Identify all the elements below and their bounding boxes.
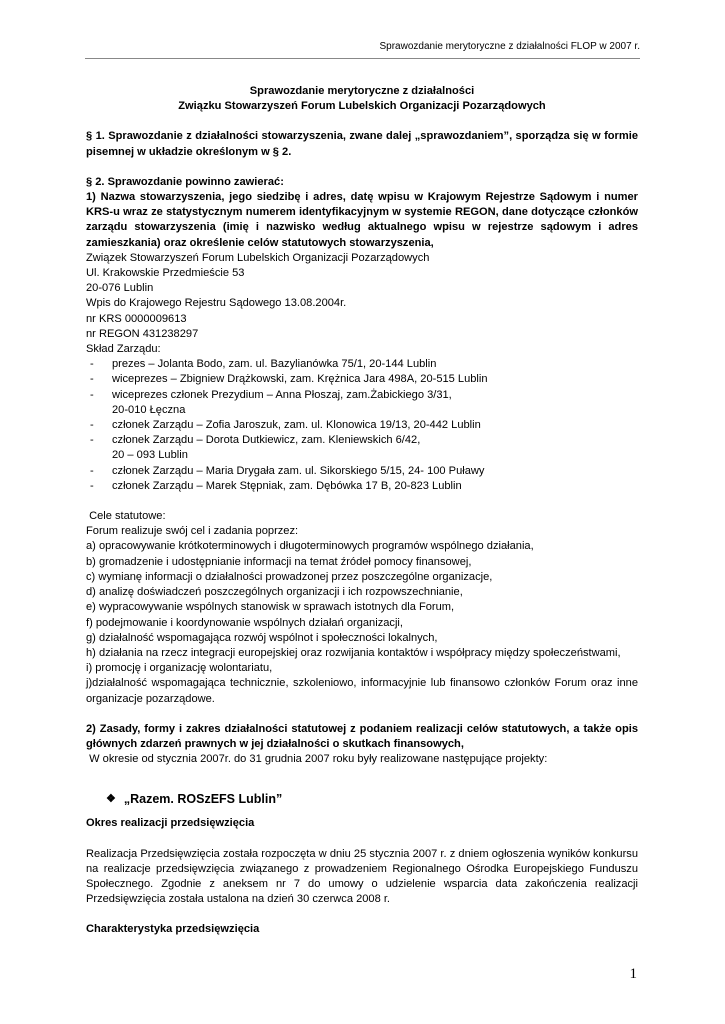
project-title-row: [106, 790, 638, 808]
org-krs: nr KRS 0000009613: [86, 312, 187, 325]
board-member-text: członek Zarządu – Zofia Jaroszuk, zam. ul. Klonowica 19/13, 20-442 Lublin: [112, 419, 481, 432]
board-member-address-cont: 20-010 Łęczna: [112, 403, 186, 416]
board-member-text: członek Zarządu – Marek Stępniak, zam. Dębówka 17 B, 20-823 Lublin: [112, 479, 462, 492]
page-number: 1: [629, 966, 637, 982]
board-member: - wiceprezes – Zbigniew Drążkowski, zam. Krężnica Jara 498A, 20-515 Lublin: [90, 373, 488, 386]
org-regon: nr REGON 431238297: [86, 327, 199, 340]
section-1-paragraph: § 1. Sprawozdanie z działalności stowarzyszenia, zwane dalej „sprawozdaniem”, sporządza się w formie pisemnej w układzie określonym w § 2.: [86, 130, 638, 158]
running-header: Sprawozdanie merytoryczne z działalności FLOP w 2007 r.: [379, 41, 640, 52]
point-2-period: W okresie od stycznia 2007r. do 31 grudnia 2007 roku były realizowane następujące projekty:: [86, 753, 548, 766]
board-member-text: członek Zarządu – Dorota Dutkiewicz, zam. Kleniewskich 6/42,: [112, 434, 421, 447]
project-characteristics-heading: Charakterystyka przedsięwzięcia: [86, 923, 260, 936]
goal-item: d) analizę doświadczeń poszczególnych organizacji i ich rozpowszechnianie,: [86, 586, 463, 599]
goal-item: i) promocję i organizację wolontariatu,: [86, 662, 273, 675]
project-period-heading: Okres realizacji przedsięwzięcia: [86, 817, 255, 830]
goal-item: j)działalność wspomagająca technicznie, szkoleniowo, informacyjnie lub finansowo członków Forum oraz inne organizacje pozarządowe.: [86, 677, 638, 705]
board-member-text: członek Zarządu – Maria Drygała zam. ul. Sikorskiego 5/15, 24- 100 Puławy: [112, 464, 485, 477]
org-city: 20-076 Lublin: [86, 282, 154, 295]
board-member: - członek Zarządu – Dorota Dutkiewicz, zam. Kleniewskich 6/42, 20 – 093 Lublin: [90, 434, 421, 462]
board-member-address-cont: 20 – 093 Lublin: [112, 449, 188, 462]
board-label: Skład Zarządu:: [86, 343, 161, 356]
board-member: - członek Zarządu – Marek Stępniak, zam. Dębówka 17 B, 20-823 Lublin: [90, 479, 462, 492]
goal-item: e) wypracowywanie wspólnych stanowisk w sprawach istotnych dla Forum,: [86, 601, 455, 614]
board-list: [86, 357, 638, 494]
point-2-heading: 2) Zasady, formy i zakres działalności statutowej z podaniem realizacji celów statutowych, a także opis głównych zdarzeń prawnych w jej działalności o skutkach finansowych,: [86, 722, 638, 750]
goals-label: Cele statutowe:: [86, 510, 166, 523]
document-body: [86, 84, 638, 938]
board-member: - prezes – Jolanta Bodo, zam. ul. Bazylianówka 75/1, 20-144 Lublin: [90, 358, 437, 371]
board-member-text: prezes – Jolanta Bodo, zam. ul. Bazylianówka 75/1, 20-144 Lublin: [112, 358, 437, 371]
org-registration: Wpis do Krajowego Rejestru Sądowego 13.08.2004r.: [86, 297, 347, 310]
diamond-icon: ❖: [106, 793, 116, 806]
goal-item: f) podejmowanie i koordynowanie wspólnych działań organizacji,: [86, 616, 403, 629]
board-member-text: wiceprezes – Zbigniew Drążkowski, zam. Krężnica Jara 498A, 20-515 Lublin: [112, 373, 488, 386]
header-divider: [85, 58, 640, 59]
goals-intro: Forum realizuje swój cel i zadania poprzez:: [86, 525, 299, 538]
goal-item: a) opracowywanie krótkoterminowych i długoterminowych programów wspólnego działania,: [86, 540, 534, 553]
document-title-line1: Sprawozdanie merytoryczne z działalności: [249, 85, 475, 97]
board-member-text: wiceprezes członek Prezydium – Anna Płoszaj, zam.Żabickiego 3/31,: [112, 388, 452, 401]
goal-item: g) działalność wspomagająca rozwój wspólnot i społeczności lokalnych,: [86, 631, 438, 644]
document-title-line2: Związku Stowarzyszeń Forum Lubelskich Organizacji Pozarządowych: [178, 100, 546, 113]
project-period-text: Realizacja Przedsięwzięcia została rozpoczęta w dniu 25 stycznia 2007 r. z dniem ogłoszenia wyników konkursu na realizacje przedsięwzięcia związanego z prowadzeniem Regionalnego Ośrodka Europejskiego Funduszu Społecznego. Zgodnie z aneksem nr 7 do umowy o udzielenie wsparcia data zakończenia realizacji Przedsięwzięcia została ustalona na dzień 30 czerwca 2008 r.: [86, 847, 638, 906]
org-street: Ul. Krakowskie Przedmieście 53: [86, 267, 245, 280]
section-2-heading: § 2. Sprawozdanie powinno zawierać:: [86, 175, 284, 188]
goal-item: h) działania na rzecz integracji europejskiej oraz rozwijania kontaktów i współpracy między społeczeństwami,: [86, 646, 621, 659]
project-title: „Razem. ROSzEFS Lublin”: [123, 792, 283, 807]
goal-item: b) gromadzenie i udostępnianie informacji na temat źródeł pomocy finansowej,: [86, 555, 472, 568]
goal-item: c) wymianę informacji o działalności prowadzonej przez poszczególne organizacje,: [86, 570, 493, 583]
board-member: - wiceprezes członek Prezydium – Anna Płoszaj, zam.Żabickiego 3/31, 20-010 Łęczna: [90, 388, 452, 416]
board-member: - członek Zarządu – Zofia Jaroszuk, zam. ul. Klonowica 19/13, 20-442 Lublin: [90, 419, 481, 432]
board-member: - członek Zarządu – Maria Drygała zam. ul. Sikorskiego 5/15, 24- 100 Puławy: [90, 464, 485, 477]
org-name: Związek Stowarzyszeń Forum Lubelskich Organizacji Pozarządowych: [86, 251, 430, 264]
section-2-point-1: 1) Nazwa stowarzyszenia, jego siedzibę i adres, datę wpisu w Krajowym Rejestrze Sądowym i numer KRS-u wraz ze statystycznym numerem identyfikacyjnym w systemie REGON, dane dotyczące członków zarządu stowarzyszenia (imię i nazwisko według aktualnego wpisu w rejestrze sądowym i adres zamieszkania) oraz określenie celów statutowych stowarzyszenia,: [86, 191, 638, 249]
